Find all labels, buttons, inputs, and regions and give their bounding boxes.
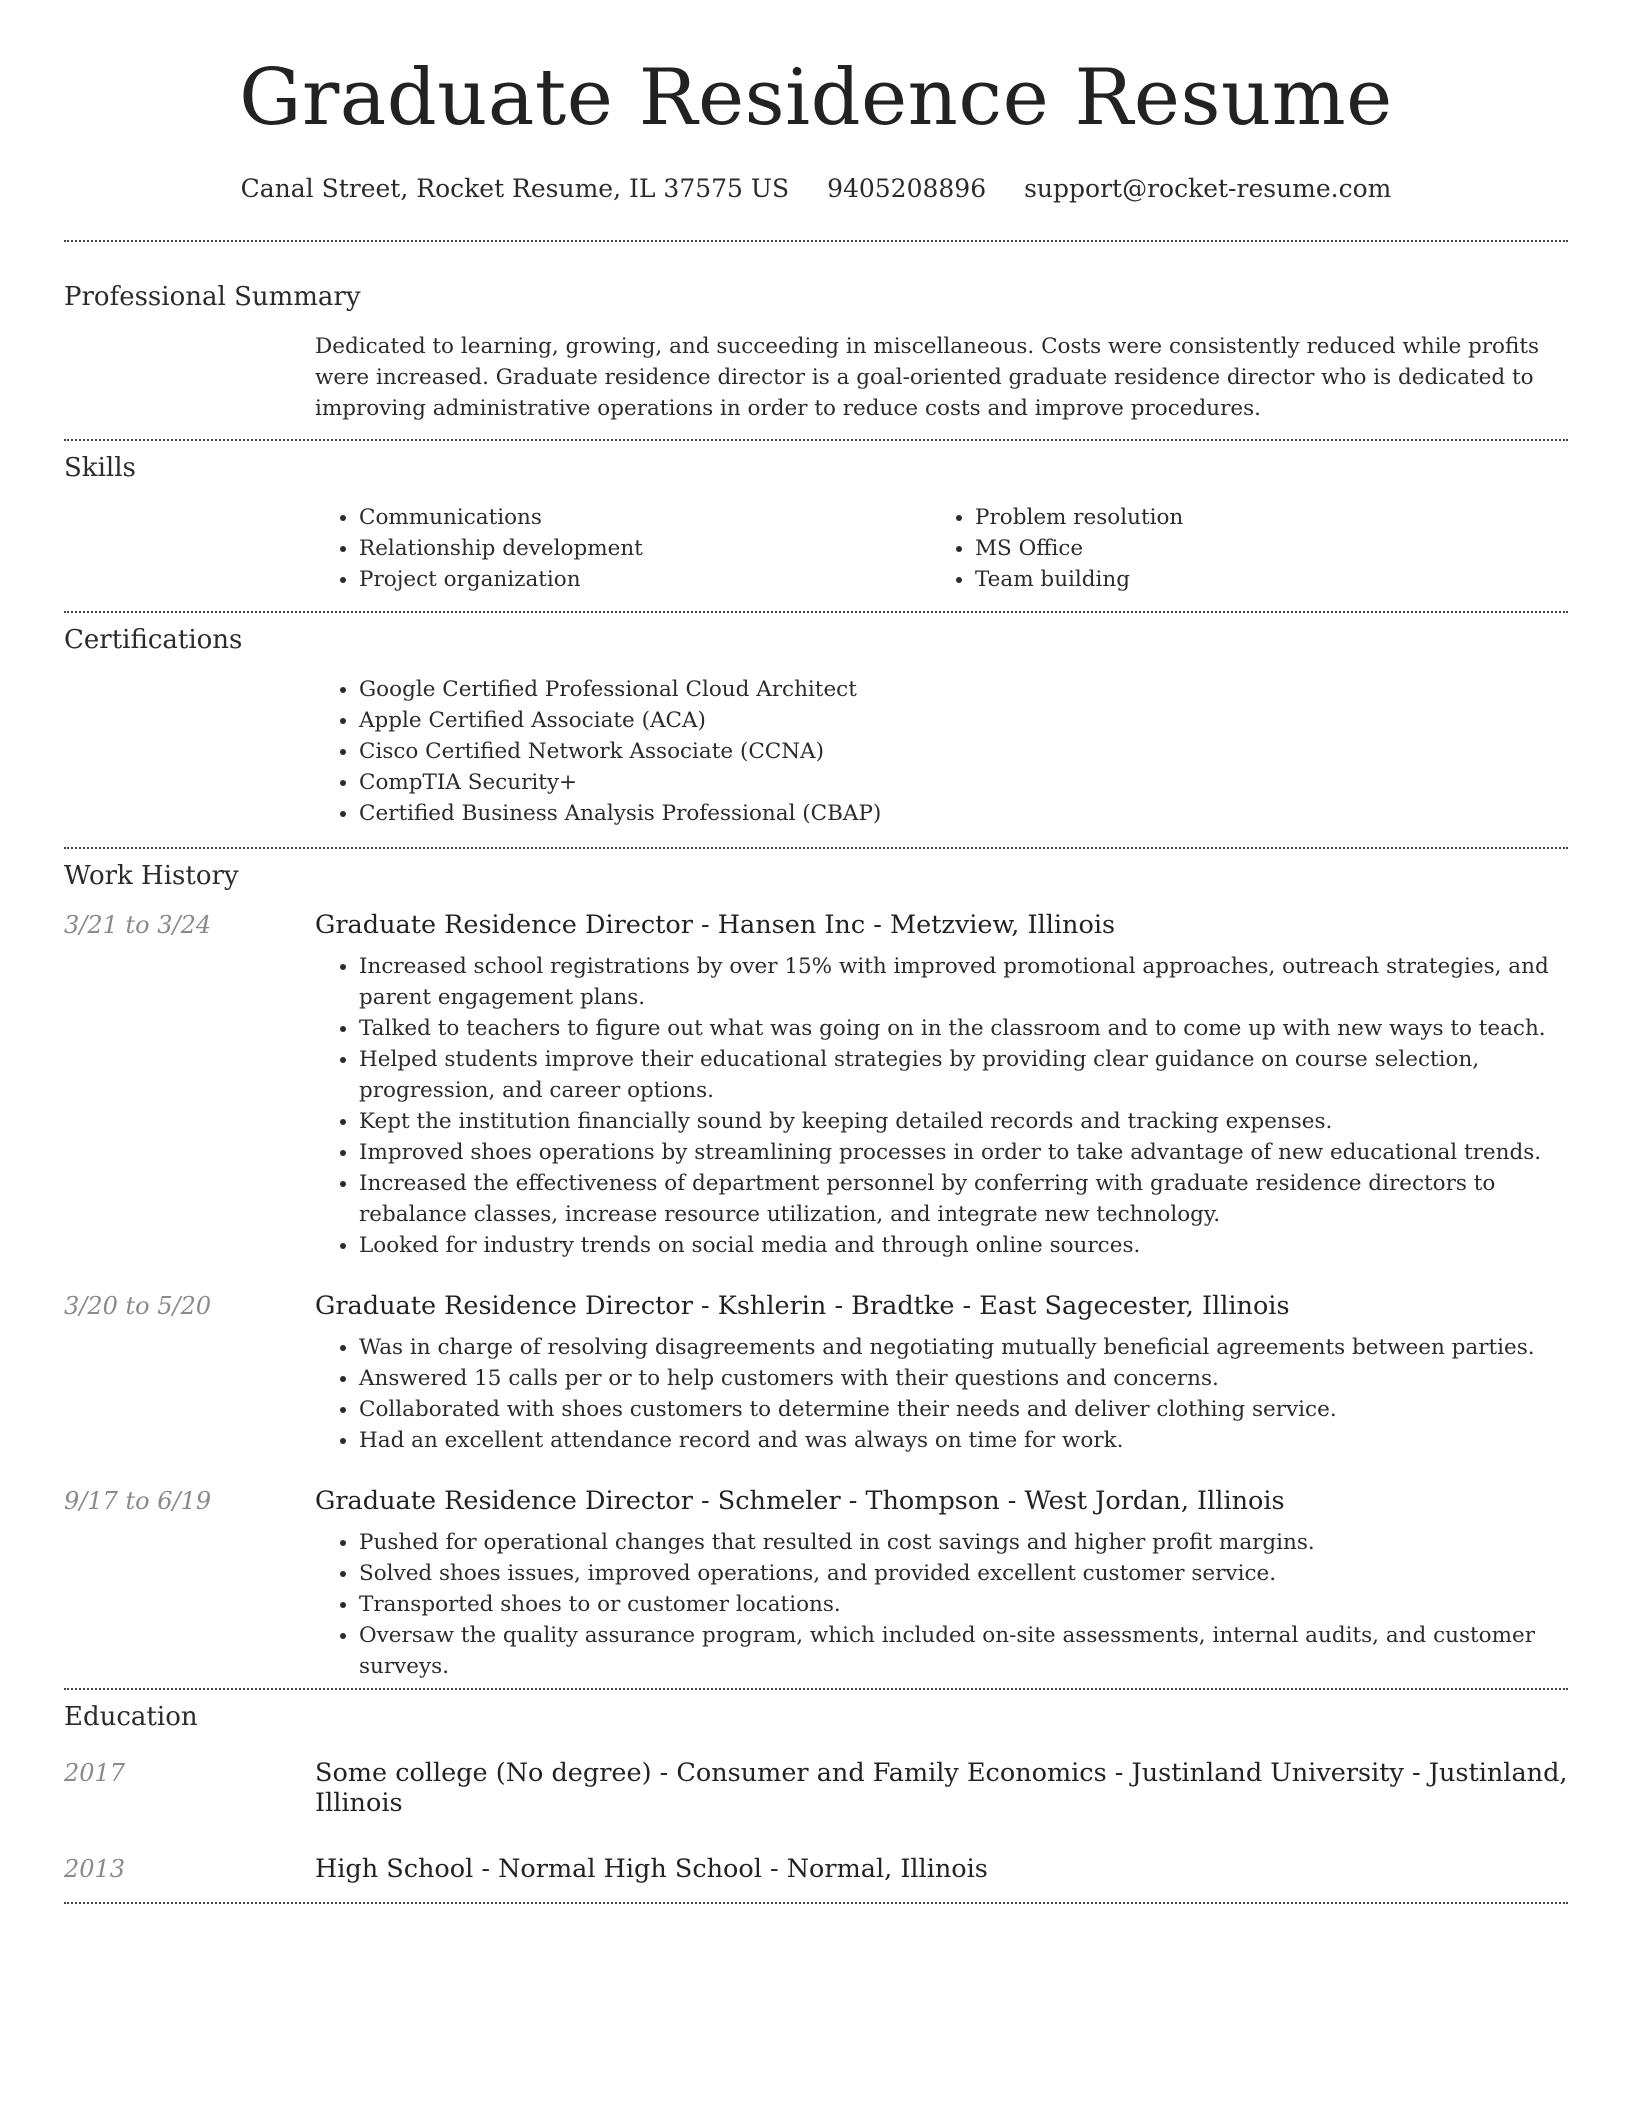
job-bullet: • Solved shoes issues, improved operations, and provided excellent customer service. (359, 1558, 1568, 1589)
education-year: 2013 (64, 1854, 126, 1883)
job-bullet: • Kept the institution financially sound by keeping detailed records and tracking expenses. (359, 1106, 1568, 1137)
job-bullet: • Collaborated with shoes customers to determine their needs and deliver clothing service. (359, 1394, 1568, 1425)
certifications-section (64, 613, 1568, 847)
certification-item: • Google Certified Professional Cloud Architect (359, 674, 1568, 705)
job-entry (64, 1486, 1568, 1688)
job-title: Graduate Residence Director - Hansen Inc - Metzview, Illinois (315, 910, 1116, 941)
skill-item: • Problem resolution (975, 502, 1568, 533)
job-bullets (315, 951, 1568, 1261)
job-bullet: • Talked to teachers to figure out what was going on in the classroom and to come up with new ways to teach. (359, 1013, 1568, 1044)
certifications-list (315, 674, 1568, 847)
job-date: 3/20 to 5/20 (64, 1292, 212, 1321)
contact-phone: 9405208896 (827, 173, 987, 203)
skill-item: • Relationship development (359, 533, 931, 564)
job-bullet: • Had an excellent attendance record and was always on time for work. (359, 1425, 1568, 1456)
job-bullet: • Answered 15 calls per or to help customers with their questions and concerns. (359, 1363, 1568, 1394)
contact-email: support@rocket-resume.com (1024, 173, 1392, 203)
job-bullet: • Improved shoes operations by streamlining processes in order to take advantage of new educational trends. (359, 1137, 1568, 1168)
skills-list (315, 502, 1568, 611)
job-date: 9/17 to 6/19 (64, 1487, 212, 1516)
skill-item: • Communications (359, 502, 931, 533)
job-bullet: • Increased school registrations by over 15% with improved promotional approaches, outreach strategies, and parent engagement plans. (359, 951, 1568, 1013)
skill-item: • MS Office (975, 533, 1568, 564)
skills-column-right (931, 502, 1568, 595)
job-date: 3/21 to 3/24 (64, 911, 212, 940)
job-entry (64, 1291, 1568, 1456)
certification-item: • Apple Certified Associate (ACA) (359, 705, 1568, 736)
job-bullet: • Transported shoes to or customer locations. (359, 1589, 1568, 1620)
certification-item: • Cisco Certified Network Associate (CCNA) (359, 736, 1568, 767)
certifications-heading: Certifications (64, 624, 243, 655)
education-heading: Education (64, 1702, 198, 1733)
skill-item: • Project organization (359, 564, 931, 595)
education-title: High School - Normal High School - Normal, Illinois (315, 1853, 988, 1884)
job-bullet: • Increased the effectiveness of department personnel by conferring with graduate residence directors to rebalance classes, increase resource utilization, and integrate new technology. (359, 1168, 1568, 1230)
job-entry (64, 910, 1568, 1261)
education-entry (64, 1758, 1568, 1818)
job-bullet: • Looked for industry trends on social media and through online sources. (359, 1230, 1568, 1261)
job-header (64, 1291, 1568, 1321)
job-bullets (315, 1332, 1568, 1456)
job-bullet: • Was in charge of resolving disagreements and negotiating mutually beneficial agreements between parties. (359, 1332, 1568, 1363)
job-title: Graduate Residence Director - Schmeler - Thompson - West Jordan, Illinois (315, 1486, 1285, 1517)
job-bullet: • Oversaw the quality assurance program, which included on-site assessments, internal audits, and customer surveys. (359, 1620, 1568, 1682)
education-title: Some college (No degree) - Consumer and Family Economics - Justinland University - Justinland, Illinois (315, 1757, 1568, 1818)
contact-address: Canal Street, Rocket Resume, IL 37575 US (240, 173, 790, 203)
contact-line (64, 174, 1568, 204)
divider (64, 1902, 1568, 1904)
job-bullet: • Pushed for operational changes that resulted in cost savings and higher profit margins. (359, 1527, 1568, 1558)
job-header (64, 1486, 1568, 1516)
job-title: Graduate Residence Director - Kshlerin - Bradtke - East Sagecester, Illinois (315, 1291, 1290, 1322)
education-entry (64, 1854, 1568, 1902)
work-history-section (64, 849, 1568, 1688)
certification-item: • Certified Business Analysis Professional (CBAP) (359, 798, 1568, 829)
summary-heading: Professional Summary (64, 281, 361, 312)
skills-section (64, 441, 1568, 611)
skill-item: • Team building (975, 564, 1568, 595)
summary-section (64, 242, 1568, 439)
job-header (64, 910, 1568, 940)
skills-column-left (315, 502, 931, 595)
job-bullet: • Helped students improve their educational strategies by providing clear guidance on course selection, progression, and career options. (359, 1044, 1568, 1106)
education-year: 2017 (64, 1758, 126, 1787)
summary-text: Dedicated to learning, growing, and succeeding in miscellaneous. Costs were consistently reduced while profits were increased. Graduate residence director is a goal-oriented graduate residence director who is dedicated to improving administrative operations in order to reduce costs and improve procedures. (315, 333, 1539, 421)
resume-title: Graduate Residence Resume (239, 53, 1393, 143)
work-history-heading: Work History (64, 861, 239, 892)
education-section (64, 1690, 1568, 1901)
job-bullets (315, 1527, 1568, 1682)
skills-heading: Skills (64, 452, 136, 483)
certification-item: • CompTIA Security+ (359, 767, 1568, 798)
